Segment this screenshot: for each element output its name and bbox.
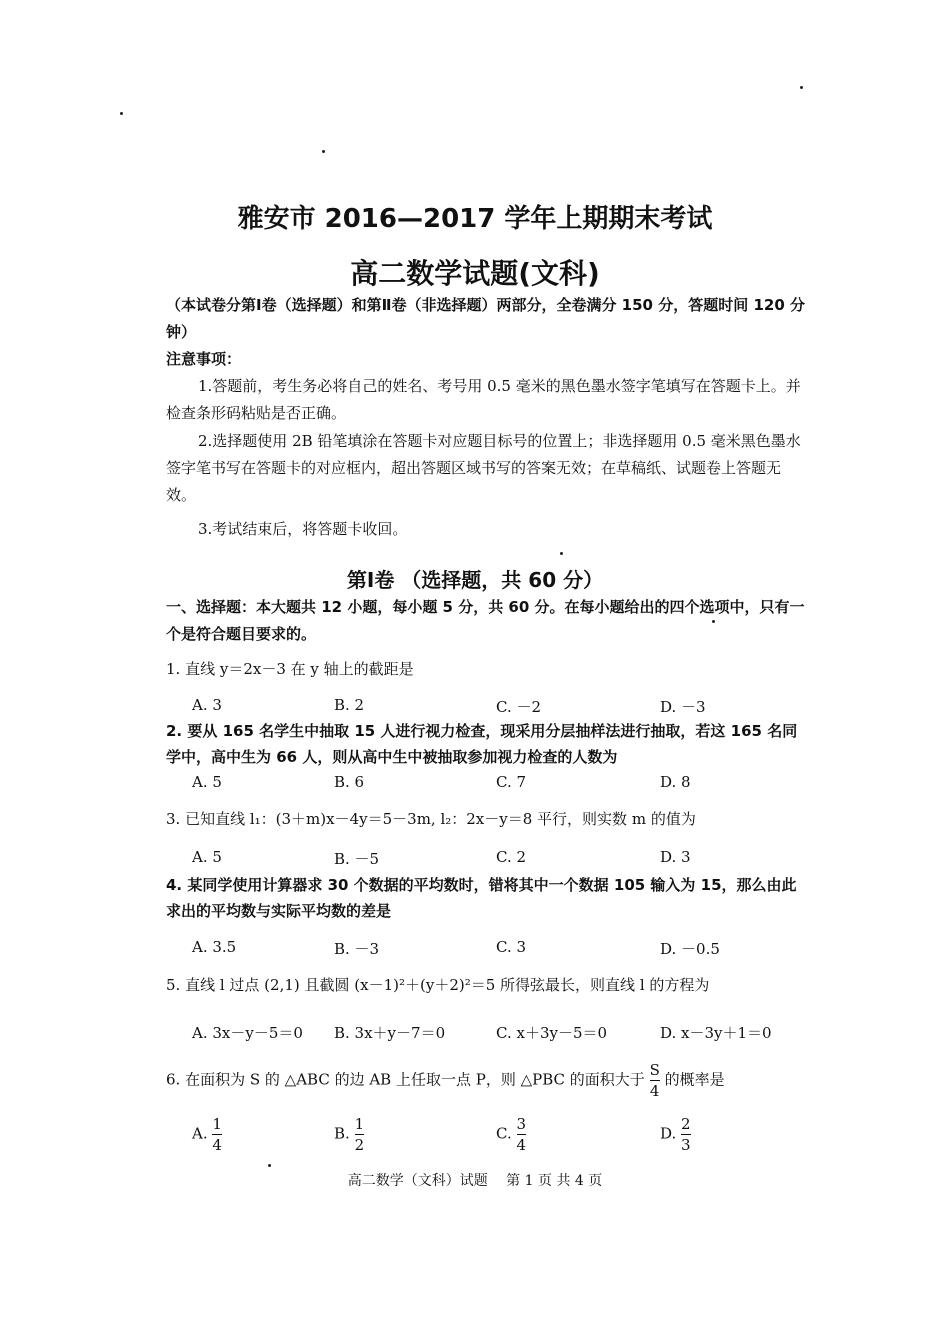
question-1: 1. 直线 y＝2x－3 在 y 轴上的截距是 <box>166 660 414 678</box>
exam-note: （本试卷分第Ⅰ卷（选择题）和第Ⅱ卷（非选择题）两部分，全卷满分 150 分，答题时间 120 分钟） <box>166 296 805 341</box>
scan-speck <box>322 150 325 153</box>
exam-title: 雅安市 2016—2017 学年上期期末考试 <box>237 204 713 234</box>
scan-speck <box>560 552 563 555</box>
question-3: 3. 已知直线 l₁：(3＋m)x－4y＝5－3m, l₂：2x－y＝8 平行，则实数 m 的值为 <box>166 810 696 828</box>
exam-subtitle: 高二数学试题(文科) <box>350 257 600 290</box>
option-c: C. 2 <box>496 848 527 866</box>
option-b: B. $\frac{1}{2}$ <box>334 1115 365 1154</box>
question-4: 4. 某同学使用计算器求 30 个数据的平均数时，错将其中一个数据 105 输入为 15，那么由此求出的平均数与实际平均数的差是 <box>166 876 797 920</box>
option-a: A. 5 <box>192 848 222 866</box>
notice-item-1: 1.答题前，考生务必将自己的姓名、考号用 0.5 毫米的黑色墨水签字笔填写在答题卡上。并检查条形码粘贴是否正确。 <box>166 377 801 422</box>
option-b: B. －3 <box>334 940 380 958</box>
option-a: A. 3 <box>192 696 222 714</box>
question-5-options <box>192 1022 822 1048</box>
option-a: A. 3.5 <box>192 938 237 956</box>
option-d: D. －0.5 <box>660 940 720 958</box>
scan-speck <box>120 112 123 115</box>
page-footer: 高二数学（文科）试题 第 1 页 共 4 页 <box>347 1173 603 1189</box>
option-d: D. 3 <box>660 848 691 866</box>
question-6 <box>166 1060 811 1101</box>
fraction-s-over-4: $\frac{S}{4}$ <box>649 1061 660 1100</box>
question-3-options <box>192 848 822 874</box>
option-c: C. 7 <box>496 773 527 791</box>
option-d: D. －3 <box>660 698 706 716</box>
option-a: A. $\frac{1}{4}$ <box>192 1115 222 1154</box>
question-6-text-after: 的概率是 <box>664 1070 725 1089</box>
question-2-options <box>192 773 822 799</box>
option-d: D. $\frac{2}{3}$ <box>660 1115 691 1154</box>
option-b: B. 2 <box>334 696 365 714</box>
notice-item-2: 2.选择题使用 2B 铅笔填涂在答题卡对应题目标号的位置上；非选择题用 0.5 毫米黑色墨水签字笔书写在答题卡的对应框内，超出答题区域书写的答案无效；在草稿纸、试题卷上答题无效。 <box>166 432 801 504</box>
option-b: B. 3x＋y－7＝0 <box>334 1024 446 1042</box>
scan-speck <box>268 1164 271 1167</box>
question-5: 5. 直线 l 过点 (2,1) 且截圆 (x－1)²＋(y＋2)²＝5 所得弦最长，则直线 l 的方程为 <box>166 976 710 994</box>
question-6-options <box>192 1114 822 1160</box>
option-b: B. －5 <box>334 850 380 868</box>
option-c: C. 3 <box>496 938 527 956</box>
scan-speck <box>800 86 803 89</box>
option-c: C. －2 <box>496 698 542 716</box>
section-instruction: 一、选择题：本大题共 12 小题，每小题 5 分，共 60 分。在每小题给出的四个选项中，只有一个是符合题目要求的。 <box>166 598 805 643</box>
option-d: D. x－3y＋1＝0 <box>660 1024 772 1042</box>
question-6-text-before: 6. 在面积为 S 的 △ABC 的边 AB 上任取一点 P，则 △PBC 的面积大于 <box>166 1070 645 1089</box>
question-2: 2. 要从 165 名学生中抽取 15 人进行视力检查，现采用分层抽样法进行抽取，若这 165 名同学中，高中生为 66 人，则从高中生中被抽取参加视力检查的人数为 <box>166 722 798 766</box>
section-title: 第Ⅰ卷 （选择题，共 60 分） <box>346 568 604 592</box>
option-b: B. 6 <box>334 773 365 791</box>
option-c: C. $\frac{3}{4}$ <box>496 1115 527 1154</box>
question-4-options <box>192 938 822 964</box>
notice-item-3: 3.考试结束后，将答题卡收回。 <box>198 520 408 538</box>
notice-heading: 注意事项： <box>166 350 242 368</box>
option-d: D. 8 <box>660 773 691 791</box>
option-c: C. x＋3y－5＝0 <box>496 1024 608 1042</box>
option-a: A. 3x－y－5＝0 <box>192 1024 303 1042</box>
option-a: A. 5 <box>192 773 222 791</box>
scan-speck <box>712 620 715 623</box>
